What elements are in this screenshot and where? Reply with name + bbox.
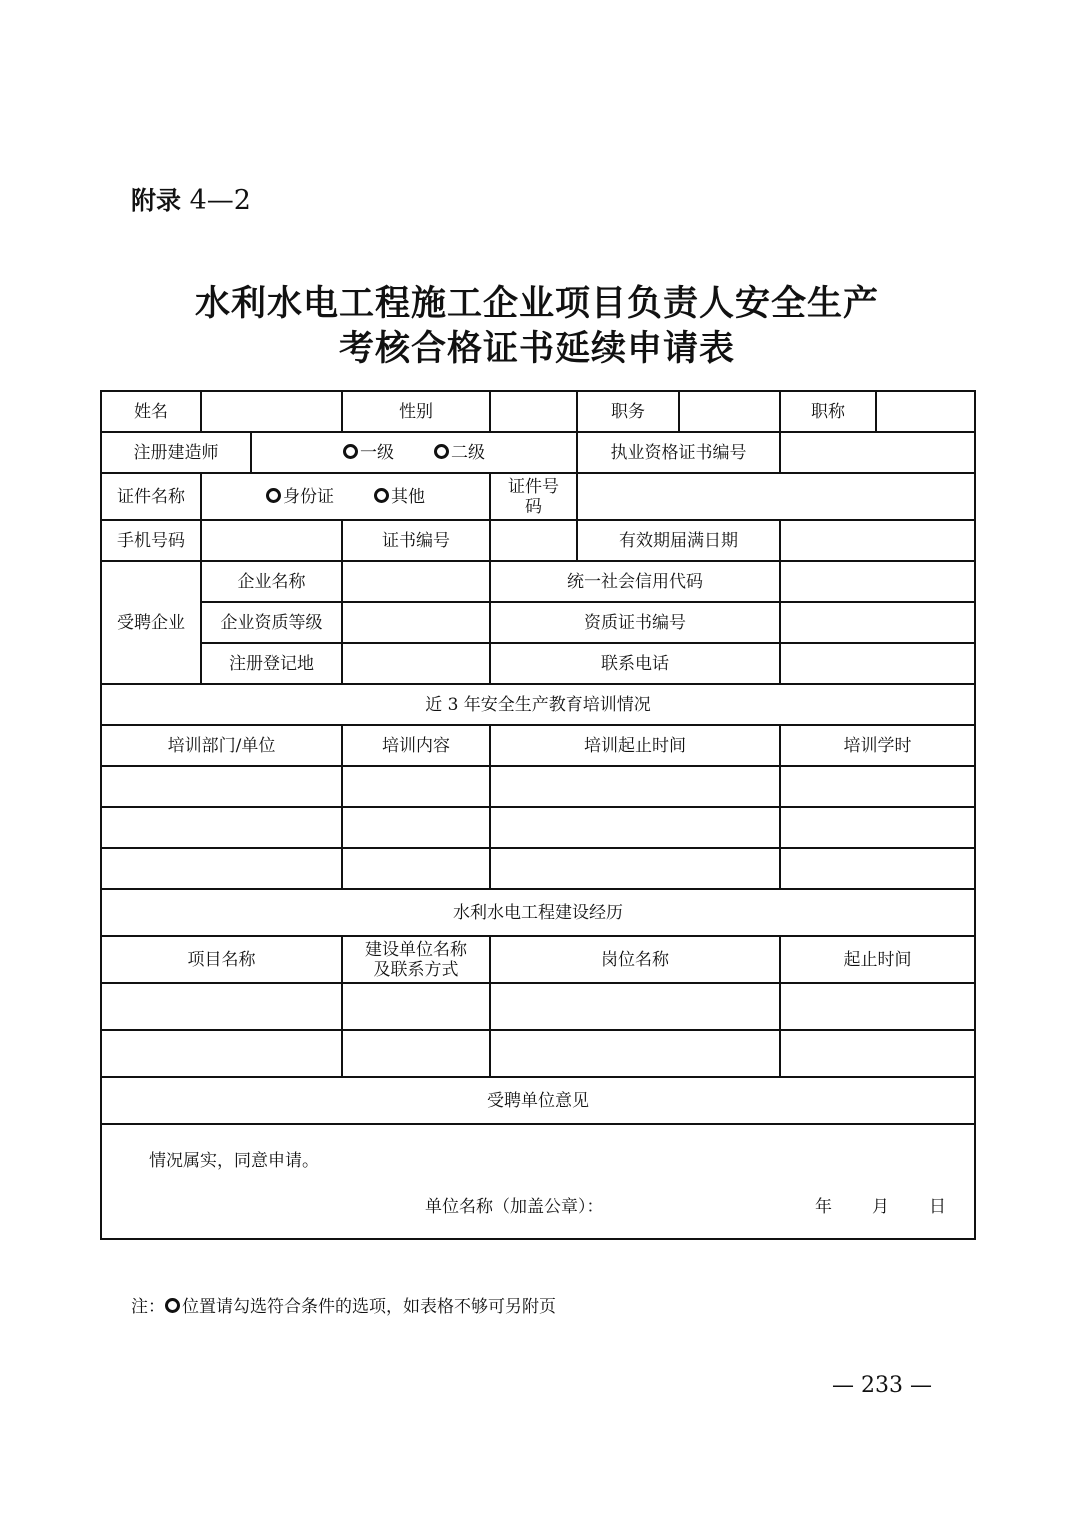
experience-row: [101, 983, 975, 1030]
level-2-option[interactable]: [434, 443, 485, 463]
id-number-field[interactable]: [577, 473, 975, 520]
appendix-number: 4—2: [189, 185, 251, 216]
form-title-line-1: 水利水电工程施工企业项目负责人安全生产: [194, 284, 879, 324]
training-content-cell[interactable]: [342, 807, 490, 848]
builder-cell[interactable]: [342, 983, 490, 1030]
constructor-level-options: [251, 432, 577, 473]
page-number: — 233 —: [832, 1373, 932, 1398]
id-number-label-line1: 证件号: [508, 476, 559, 497]
training-dept-cell[interactable]: [101, 766, 342, 807]
training-content-cell[interactable]: [342, 848, 490, 889]
position-field[interactable]: [679, 391, 780, 432]
id-type-options: [201, 473, 490, 520]
expiry-field[interactable]: [780, 520, 975, 561]
form-row-company: [101, 561, 975, 602]
practice-cert-no-field[interactable]: [780, 432, 975, 473]
training-row: [101, 766, 975, 807]
training-row: [101, 848, 975, 889]
form-row-basic: [101, 391, 975, 432]
opinion-section-row: [101, 1077, 975, 1124]
training-dept-cell[interactable]: [101, 848, 342, 889]
builder-header: [342, 936, 490, 983]
qual-level-label: 企业资质等级: [201, 602, 342, 643]
opinion-year-label: 年: [815, 1197, 832, 1217]
credit-code-label: 统一社会信用代码: [490, 561, 780, 602]
opinion-unit-label: 单位名称（加盖公章）：: [425, 1197, 604, 1217]
reg-place-field[interactable]: [342, 643, 490, 684]
training-hours-cell[interactable]: [780, 766, 975, 807]
note-prefix: 注：: [131, 1297, 165, 1317]
training-section-title: 近 3 年安全生产教育培训情况: [101, 684, 975, 725]
training-row: [101, 807, 975, 848]
cert-no-label: 证书编号: [342, 520, 490, 561]
gender-label: 性别: [342, 391, 490, 432]
opinion-row: [101, 1124, 975, 1239]
level-1-option[interactable]: [343, 443, 394, 463]
training-content-cell[interactable]: [342, 766, 490, 807]
qual-cert-no-field[interactable]: [780, 602, 975, 643]
name-label: 姓名: [101, 391, 201, 432]
radio-circle-icon[interactable]: [434, 444, 449, 459]
level-1-label: 一级: [360, 442, 394, 463]
radio-circle-icon[interactable]: [343, 444, 358, 459]
radio-circle-icon: [165, 1298, 180, 1313]
experience-row: [101, 1030, 975, 1077]
application-form-table: [100, 390, 976, 1240]
training-header-row: [101, 725, 975, 766]
opinion-cell[interactable]: [101, 1124, 975, 1239]
training-hours-header: 培训学时: [780, 725, 975, 766]
builder-cell[interactable]: [342, 1030, 490, 1077]
builder-header-line1: 建设单位名称: [365, 939, 467, 960]
builder-header-line2: 及联系方式: [373, 959, 459, 980]
opinion-month-label: 月: [872, 1197, 889, 1217]
form-row-qualification: [101, 602, 975, 643]
mobile-field[interactable]: [201, 520, 342, 561]
radio-circle-icon[interactable]: [374, 488, 389, 503]
reg-place-label: 注册登记地: [201, 643, 342, 684]
id-card-label: 身份证: [283, 486, 334, 507]
gender-field[interactable]: [490, 391, 577, 432]
opinion-section-title: 受聘单位意见: [101, 1077, 975, 1124]
training-section-row: [101, 684, 975, 725]
company-name-label: 企业名称: [201, 561, 342, 602]
experience-section-title: 水利水电工程建设经历: [101, 889, 975, 936]
post-name-cell[interactable]: [490, 983, 780, 1030]
id-number-label: [490, 473, 577, 520]
id-type-label: 证件名称: [101, 473, 201, 520]
qual-cert-no-label: 资质证书编号: [490, 602, 780, 643]
experience-section-row: [101, 889, 975, 936]
form-row-id: [101, 473, 975, 520]
id-number-label-line2: 码: [525, 496, 542, 517]
training-dept-cell[interactable]: [101, 807, 342, 848]
employer-label: 受聘企业: [101, 561, 201, 684]
project-name-header: 项目名称: [101, 936, 342, 983]
training-period-cell[interactable]: [490, 766, 780, 807]
name-field[interactable]: [201, 391, 342, 432]
level-2-label: 二级: [451, 442, 485, 463]
cert-no-field[interactable]: [490, 520, 577, 561]
appendix-word: 附录: [131, 186, 182, 215]
expiry-label: 有效期届满日期: [577, 520, 780, 561]
phone-label: 联系电话: [490, 643, 780, 684]
form-title-line-2: 考核合格证书延续申请表: [338, 329, 735, 369]
experience-header-row: [101, 936, 975, 983]
footnote: [131, 1296, 556, 1318]
period-cell[interactable]: [780, 1030, 975, 1077]
reg-constructor-label: 注册建造师: [101, 432, 251, 473]
title-label: 职称: [780, 391, 876, 432]
id-other-label: 其他: [391, 486, 425, 507]
company-name-field[interactable]: [342, 561, 490, 602]
training-period-header: 培训起止时间: [490, 725, 780, 766]
note-text: 位置请勾选符合条件的选项，如表格不够可另附页: [182, 1297, 556, 1317]
appendix-label: [131, 184, 251, 218]
training-period-cell[interactable]: [490, 848, 780, 889]
phone-field[interactable]: [780, 643, 975, 684]
period-cell[interactable]: [780, 983, 975, 1030]
opinion-day-label: 日: [929, 1197, 946, 1217]
opinion-statement: 情况属实，同意申请。: [149, 1151, 319, 1171]
practice-cert-no-label: 执业资格证书编号: [577, 432, 780, 473]
mobile-label: 手机号码: [101, 520, 201, 561]
position-label: 职务: [577, 391, 679, 432]
training-period-cell[interactable]: [490, 807, 780, 848]
form-row-constructor: [101, 432, 975, 473]
post-name-header: 岗位名称: [490, 936, 780, 983]
training-hours-cell[interactable]: [780, 848, 975, 889]
form-row-registration: [101, 643, 975, 684]
training-dept-header: 培训部门/单位: [101, 725, 342, 766]
credit-code-field[interactable]: [780, 561, 975, 602]
id-card-option[interactable]: [266, 487, 334, 507]
radio-circle-icon[interactable]: [266, 488, 281, 503]
id-other-option[interactable]: [374, 487, 425, 507]
training-content-header: 培训内容: [342, 725, 490, 766]
training-hours-cell[interactable]: [780, 807, 975, 848]
project-name-cell[interactable]: [101, 983, 342, 1030]
qual-level-field[interactable]: [342, 602, 490, 643]
project-name-cell[interactable]: [101, 1030, 342, 1077]
form-row-contact: [101, 520, 975, 561]
period-header: 起止时间: [780, 936, 975, 983]
post-name-cell[interactable]: [490, 1030, 780, 1077]
title-field[interactable]: [876, 391, 975, 432]
